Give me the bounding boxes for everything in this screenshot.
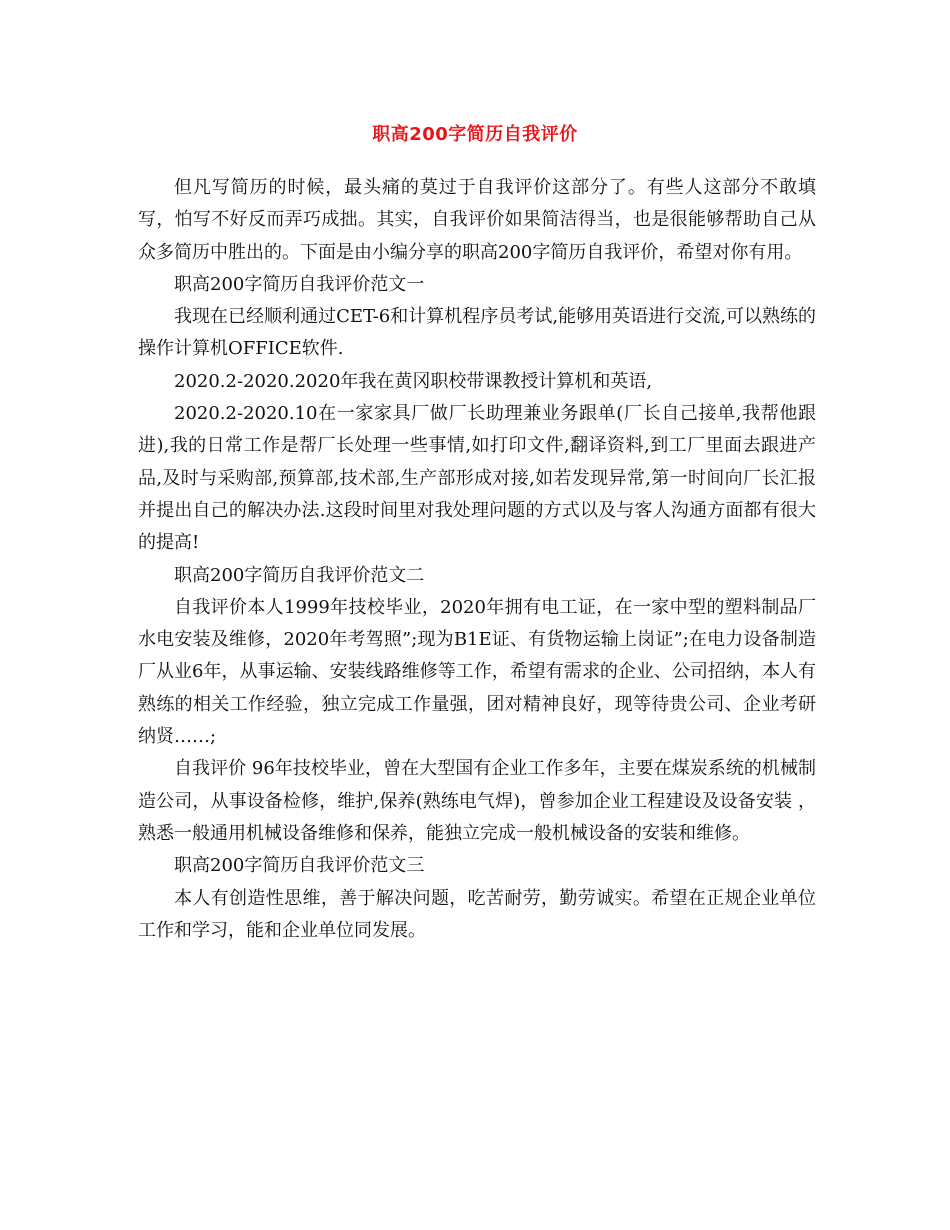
section-heading-3: 职高200字简历自我评价范文三 bbox=[174, 855, 425, 877]
paragraph-mechanic: 自我评价 96年技校毕业，曾在大型国有企业工作多年，主要在煤炭系统的机械制造公司，从事设备检修，维护,保养(熟练电气焊)，曾参加企业工程建设及设备安装 ，熟悉一般通用机械设备维修和保养，能独立完成一般机械设备的安装和维修。 bbox=[138, 758, 816, 844]
page-title: 职高200字简历自我评价 bbox=[372, 124, 578, 145]
intro-paragraph: 但凡写简历的时候，最头痛的莫过于自我评价这部分了。有些人这部分不敢填写，怕写不好反而弄巧成拙。其实，自我评价如果简洁得当，也是很能够帮助自己从众多简历中胜出的。下面是由小编分享的职高200字简历自我评价，希望对你有用。 bbox=[138, 177, 816, 263]
section-heading-2: 职高200字简历自我评价范文二 bbox=[174, 564, 425, 586]
paragraph-cet6: 我现在已经顺利通过CET-6和计算机程序员考试,能够用英语进行交流,可以熟练的操作计算机OFFICE软件. bbox=[138, 306, 816, 360]
paragraph-electrician: 自我评价本人1999年技校毕业，2020年拥有电工证，在一家中型的塑料制品厂水电安装及维修，2020年考驾照”;现为B1E证、有货物运输上岗证”;在电力设备制造厂从业6年，从事运输、安装线路维修等工作，希望有需求的企业、公司招纳，本人有熟练的相关工作经验，独立完成工作量强，团对精神良好，现等待贵公司、企业考研纳贤……; bbox=[138, 596, 816, 748]
section-heading-1: 职高200字简历自我评价范文一 bbox=[174, 273, 425, 295]
document-body bbox=[138, 172, 816, 947]
paragraph-creative: 本人有创造性思维，善于解决问题，吃苦耐劳，勤劳诚实。希望在正规企业单位工作和学习，能和企业单位同发展。 bbox=[138, 887, 816, 941]
paragraph-assistant: 2020.2-2020.10在一家家具厂做厂长助理兼业务跟单(厂长自己接单,我帮他跟进),我的日常工作是帮厂长处理一些事情,如打印文件,翻译资料,到工厂里面去跟进产品,及时与采购部,预算部,技术部,生产部形成对接,如若发现异常,第一时间向厂长汇报并提出自己的解决办法.这段时间里对我处理问题的方式以及与客人沟通方面都有很大的提高! bbox=[138, 403, 816, 554]
paragraph-teaching: 2020.2-2020.2020年我在黄冈职校带课教授计算机和英语, bbox=[174, 370, 653, 392]
